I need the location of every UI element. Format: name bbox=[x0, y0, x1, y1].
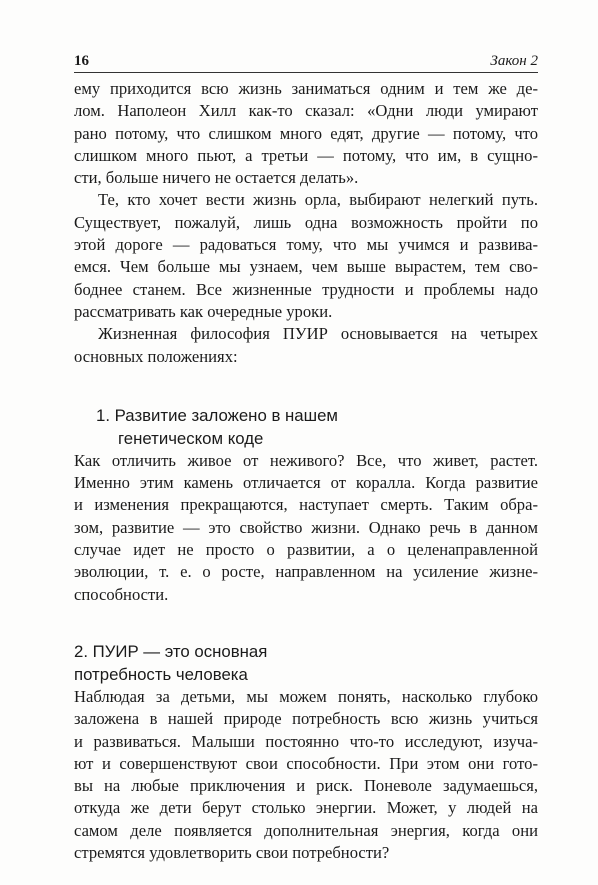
text-line: способности. bbox=[74, 584, 169, 604]
text-line: зом, развитие — это свойство жизни. Однако речь в данном bbox=[74, 517, 538, 537]
text-line: Наблюдая за детьми, мы можем понять, насколько глубоко bbox=[74, 686, 538, 706]
page-body bbox=[74, 78, 538, 864]
text-line: сти, больше ничего не остается делать». bbox=[74, 168, 359, 188]
text-line: и развиваться. Малыши постоянно что-то исследуют, изуча- bbox=[74, 731, 538, 751]
text-line: стремятся удовлетворить свои потребности? bbox=[74, 843, 390, 863]
text-line: рассматривать как очередные уроки. bbox=[74, 301, 333, 321]
text-line: основных положениях: bbox=[74, 346, 238, 366]
paragraph bbox=[74, 323, 538, 368]
text-line: Жизненная философия ПУИР основывается на четырех bbox=[98, 324, 538, 344]
text-line: Как отличить живое от неживого? Все, что живет, растет. bbox=[74, 450, 538, 470]
text-line: самом деле появляется дополнительная энергия, когда они bbox=[74, 820, 538, 840]
text-line: емся. Чем больше мы узнаем, чем выше вырастем, тем сво- bbox=[74, 257, 538, 277]
page-number: 16 bbox=[74, 53, 89, 69]
section-heading-line: потребность человека bbox=[74, 664, 248, 684]
paragraph bbox=[74, 78, 538, 189]
text-line: и изменения прекращаются, наступает смерть. Таким обра- bbox=[74, 495, 538, 515]
text-line: слишком много пьют, а третьи — потому, что им, в сущно- bbox=[74, 145, 538, 165]
text-line: Существует, пожалуй, лишь одна возможность пройти по bbox=[74, 212, 538, 232]
section-heading bbox=[74, 404, 538, 450]
text-line: случае идет не просто о развитии, а о целенаправленной bbox=[74, 540, 538, 560]
paragraph bbox=[74, 686, 538, 864]
paragraph bbox=[74, 189, 538, 323]
text-line: лом. Наполеон Хилл как-то сказал: «Одни люди умирают bbox=[74, 101, 538, 121]
text-line: Именно этим камень отличается от коралла. Когда развитие bbox=[74, 473, 538, 493]
header-rule bbox=[74, 72, 538, 73]
section-heading bbox=[74, 640, 538, 686]
text-line: рано потому, что слишком много едят, другие — потому, что bbox=[74, 123, 538, 143]
text-line: боднее станем. Все жизненные трудности и проблемы надо bbox=[74, 279, 538, 299]
section-heading-line: генетическом коде bbox=[118, 428, 264, 448]
text-line: заложена в нашей природе потребность всю жизнь учиться bbox=[74, 709, 538, 729]
text-line: ют и совершенствуют свои способности. При этом они гото- bbox=[74, 753, 538, 773]
section-heading-line: 1. Развитие заложено в нашем bbox=[96, 405, 338, 425]
text-line: ему приходится всю жизнь заниматься одним и тем же де- bbox=[74, 79, 538, 98]
text-line: этой дороге — радоваться тому, что мы учимся и развива- bbox=[74, 235, 538, 255]
text-line: вы на любые приключения и риск. Поневоле задумаешься, bbox=[74, 776, 538, 796]
text-line: откуда же дети берут столько энергии. Может, у людей на bbox=[74, 798, 538, 818]
text-line: эволюции, т. е. о росте, направленном на усиление жизне- bbox=[74, 562, 538, 582]
section-heading-line: 2. ПУИР — это основная bbox=[74, 641, 268, 661]
paragraph bbox=[74, 450, 538, 606]
running-title: Закон 2 bbox=[490, 53, 538, 69]
text-line: Те, кто хочет вести жизнь орла, выбирают нелегкий путь. bbox=[98, 190, 538, 210]
